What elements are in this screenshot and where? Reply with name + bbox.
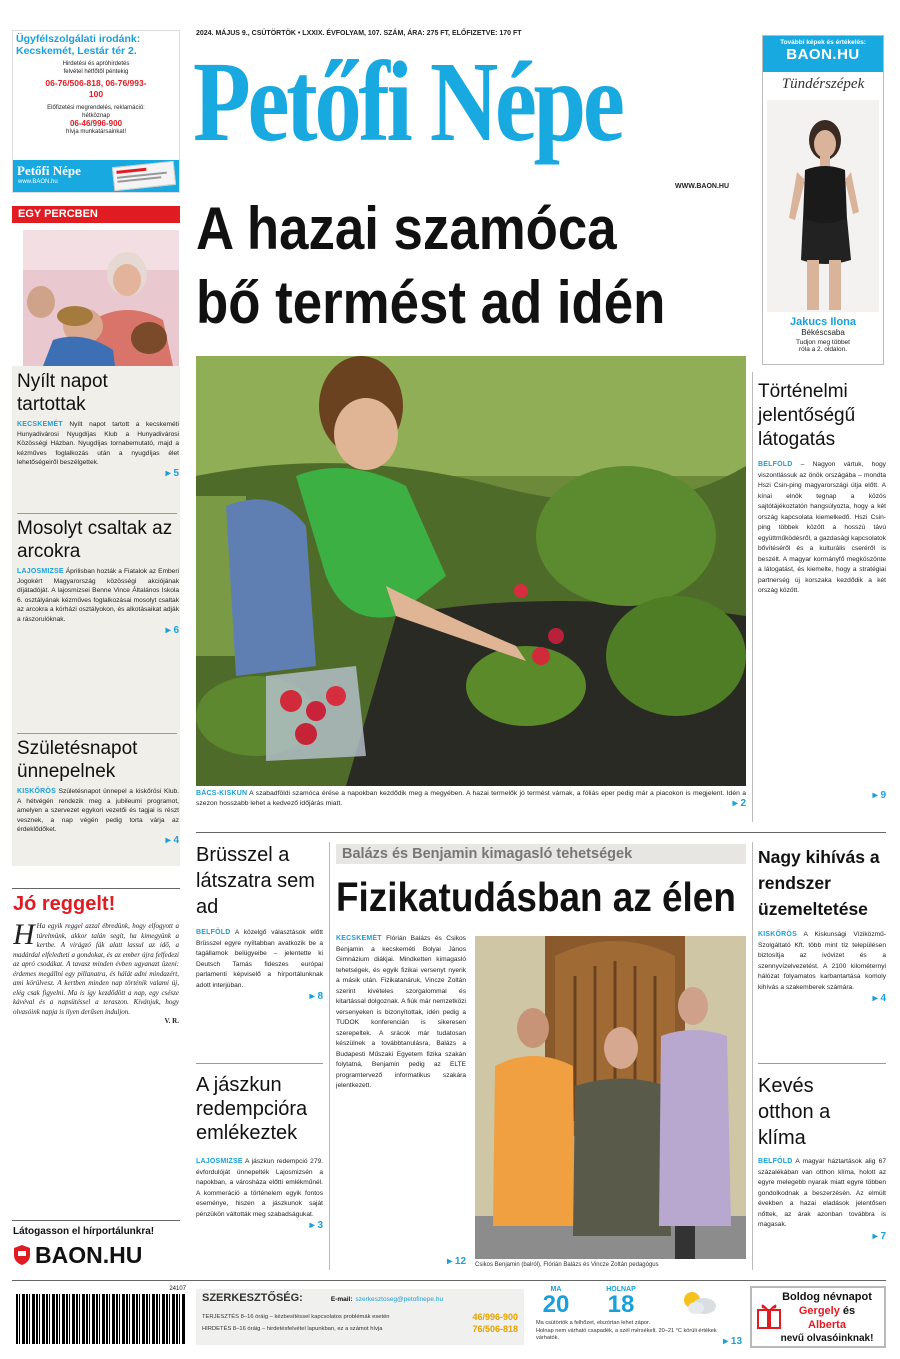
brief-3-title: Születésnapot ünnepelnek <box>17 738 138 782</box>
brief-1 <box>17 370 179 479</box>
story-ac-tag: BELFÖLD <box>758 1158 793 1165</box>
promo-site[interactable] <box>13 1242 142 1268</box>
model-more2: róla a 2. oldalon. <box>798 346 848 353</box>
baon-note: További képek és értékelés: <box>780 39 866 46</box>
weather-text2: Holnap nem várható csapadék, a szél mérsékelt. 20–21 °C körüli értékek várhatók. <box>536 1327 717 1341</box>
story-brussels <box>196 842 323 1002</box>
promo-site-label: BAON.HU <box>35 1241 143 1268</box>
feature-caption: Csikos Benjamin (balról), Flórián Balázs és Vincze Zoltán pedagógus <box>475 1262 659 1268</box>
story-ac-text: A magyar háztartások alig 67 százalékában van otthon klíma, holott az egyre melegebb nyarak miatt egyre többen gondolkodnak a beszerzésén. Az elmúlt években a hazai eladások jelentősen nőttek, az árak azonban továbbra is magasak. <box>758 1158 886 1228</box>
story-water-title: Nagy kihívás a rendszer üzemeltetése <box>758 847 880 919</box>
weather-ref[interactable]: ▸ 13 <box>723 1336 742 1347</box>
story-ac-title: Kevés otthon a klíma <box>758 1075 831 1149</box>
model-more1: Tudjon meg többet <box>796 339 850 346</box>
feature-tag: KECSKEMÉT <box>336 935 382 942</box>
story-jaszkun-tag: LAJOSMIZSE <box>196 1158 243 1165</box>
office-logo: Petőfi Népe <box>17 163 81 178</box>
weather-today-temp: 20 <box>542 1291 570 1318</box>
brief-3 <box>17 737 179 846</box>
barcode-number: 24107 <box>169 1286 186 1292</box>
editorial-box <box>196 1289 524 1345</box>
brief-2-ref[interactable]: ▸ 6 <box>165 624 179 636</box>
story-brussels-text: A közelgő választások előtt Brüsszel egyre nyíltabban avatkozik be a tagállamok belügyeibe – jelentette ki Deutsch Tamás fideszes európai parlamenti képviselő a hírportálunknak adott interjúban. <box>196 929 324 989</box>
weather-box <box>532 1286 744 1348</box>
lead-caption-text: A szabadföldi szamóca érése a napokban kezdődik meg a megyében. A hazai termelők jó termést várnak, a fóliás eper pedig már a piacokon is megjelent. Idén a szezon hosszabb lehet a kedvező időjárás miatt. <box>196 790 747 807</box>
brief-2 <box>17 517 179 636</box>
brief-2-text: Áprilisban hozták a Fiatalok az Emberi Jogokért Magyarország közösségi akciójának díjátadóját. A lajosmizsei Benne Vince Általános Iskola 6. osztályának kézműves foglalkozásai mosolyt csaltak az arcokra a kórházi osztályokon, és alkotásaikat adják a rászorulóknak. <box>17 568 179 623</box>
brief-1-text: Nyílt napot tartott a kecskeméti Hunyadivárosi Nyugdíjas Klub a Hunyadivárosi Közösségi Házban. Nyugdíjas tornabemutató, majd a kézműves foglalkozás után a nyugdíjas élet lehetőségeiről beszélgettek. <box>17 421 179 467</box>
nameday-box <box>750 1286 886 1348</box>
office-box <box>12 30 180 193</box>
lead-tag: BÁCS-KISKUN <box>196 790 248 797</box>
brief-3-tag: KISKŐRÖS <box>17 788 56 795</box>
office-line1: Hirdetési és apróhirdetés <box>62 61 130 67</box>
nameday-post: nevű olvasóinknak! <box>780 1333 874 1344</box>
morning-column: H Ha egyik reggel azzal ébredünk, hogy elfogyott a türelmünk, akkor talán segít, ha kimegyünk a kertbe. A virágzó fák alatt lassul az idő, a madárdal elfeledteti a gondokat, és az ember újra felfedezi az apró csodákat. A tavasz minden évben ugyanazt üzeni: érdemes megállni egy pillanatra, és hálát adni mindazért, ami körülvesz. A kertben minden nap történik valami új, elég csak figyelni. Ma is így kezdődött a nap, egy csésze kávéval és a napsütéssel a teraszon. Kívánjuk, hogy olvasóink napja is ilyen derűsen induljon. V. R. <box>13 922 179 1025</box>
office-line3: Előfizetési megrendelés, reklamáció: <box>47 105 145 111</box>
story-brussels-ref[interactable]: ▸ 8 <box>309 991 323 1002</box>
office-logo-strip <box>13 160 179 192</box>
story-visit-text: – Nagyon vártuk, hogy viszontlássuk az önök országába – mondta Hszi Csin-ping magyarországi útja előtt. A kínai elnök tegnap a közös sajtótájékoztatón hangsúlyozta, hogy a két ország kapcsolata kiemelkedő. Hszi Csin-ping többek között a hosszú távú együttműködésről, a gazdasági kapcsolatok bővítéséről és a kulturális cseréről is beszélt. A magyar kormányfő megköszönte a látogatást, és kiemelte, hogy a stratégiai partnerség új korszaka kezdődik a két ország között. <box>758 461 886 594</box>
masthead-title: Petőfi Népe <box>193 38 622 165</box>
students-photo <box>475 936 746 1259</box>
baon-label[interactable]: BAON.HU <box>786 46 860 63</box>
brief-3-ref[interactable]: ▸ 4 <box>165 834 179 846</box>
office-line5: hívja munkatársainkat! <box>65 129 127 135</box>
model-city: Békéscsaba <box>801 328 845 337</box>
brief-2-title: Mosolyt csaltak az arcokra <box>17 518 173 562</box>
story-visit-ref[interactable]: ▸ 9 <box>872 790 886 801</box>
story-jaszkun-text: A jászkun redempció 279. évfordulóját ünnepelték Lajosmizsén a napokban, a városháza előtti emlékműnél. A kommeráció a történelem egyik fontos eseménye, hiszen a jászkunok saját pénzükön váltották meg szabadságukat. <box>196 1158 323 1218</box>
lead-ref[interactable]: ▸ 2 <box>732 798 746 809</box>
story-water-text: A Kiskunsági Víziközmű-Szolgáltató Kft. több mint tíz településen biztosítja az ivóvizet és a szennyvízelvezetést. A 2100 kilométernyi hálózat folyamatos karbantartása komoly kihívás a szakemberek számára. <box>758 931 886 991</box>
office-line2: felvétel hétfőtől péntekig <box>63 69 129 75</box>
office-address: Kecskemét, Lestár tér 2. <box>16 45 137 57</box>
barcode <box>12 1286 190 1354</box>
nameday-name1: Gergely <box>798 1305 840 1317</box>
lead-caption <box>196 789 746 809</box>
lead-headline-1: A hazai szamóca <box>196 195 617 262</box>
brief-2-tag: LAJOSMIZSE <box>17 568 64 575</box>
office-heading: Ügyfélszolgálati irodánk: <box>16 33 141 45</box>
email-label: E-mail: <box>330 1296 353 1303</box>
brief-3-text: Születésnapot ünnepel a kiskőrösi Klub. A hétvégén rendezik meg a jubileumi programot, amelyen a szervezet egykori vezetői és tagjai is részt vesznek, a nap végén pedig torta várja az érdeklődőket. <box>17 788 179 834</box>
story-jaszkun-title: A jászkun redempcióra emlékeztek <box>196 1074 308 1144</box>
nameday-pre: Boldog névnapot <box>782 1291 872 1303</box>
story-water <box>758 844 886 1004</box>
nameday-and: és <box>842 1305 856 1317</box>
feature-kicker: Balázs és Benjamin kimagasló tehetségek <box>336 844 746 864</box>
seniors-photo <box>23 230 179 366</box>
story-brussels-tag: BELFÖLD <box>196 929 231 936</box>
brief-1-tag: KECSKEMÉT <box>17 421 63 428</box>
sun-cloud-icon <box>678 1288 718 1316</box>
office-phones: 06-76/506-818, 06-76/993-100 <box>45 78 147 99</box>
shield-icon <box>13 1244 31 1266</box>
gallery-title: Tündérszépek <box>781 76 865 92</box>
story-brussels-title: Brüsszel a látszatra sem ad <box>196 844 315 918</box>
office-line4: hétköznap <box>82 113 110 119</box>
office-phone2: 06-46/996-900 <box>69 119 123 128</box>
strawberry-photo <box>196 356 746 786</box>
weather-tomorrow-temp: 18 <box>607 1291 635 1318</box>
feature-title: Fizikatudásban az élen <box>336 874 736 920</box>
footer-line1: TERJESZTÉS 8–16 óráig – kézbesítéssel kapcsolatos problémák esetén <box>202 1314 390 1320</box>
story-water-tag: KISKŐRÖS <box>758 931 797 938</box>
model-photo <box>767 100 879 312</box>
story-ac <box>758 1073 886 1242</box>
model-name: Jakucs Ilona <box>789 316 857 328</box>
story-ac-ref[interactable]: ▸ 7 <box>872 1230 886 1242</box>
office-logo-sub: www.BAON.hu <box>18 179 58 185</box>
footer-phone2: 76/506-818 <box>472 1324 518 1334</box>
story-water-ref[interactable]: ▸ 4 <box>872 993 886 1004</box>
brief-1-title: Nyílt napot tartottak <box>17 371 108 415</box>
story-visit-tag: BELFÖLD <box>758 461 793 468</box>
feature-ref[interactable]: ▸ 12 <box>447 1256 466 1267</box>
story-visit <box>758 380 886 801</box>
weather-today-label: MA <box>550 1286 562 1293</box>
feature-body <box>336 934 466 1267</box>
weather-tomorrow-label: HOLNAP <box>606 1286 636 1293</box>
nameday-name2: Alberta <box>808 1319 846 1331</box>
barcode-bars <box>16 1294 186 1344</box>
footer-line2: HIRDETÉS 8–16 óráig – hirdetésfelvétel lapunkban, ez a számot hívja <box>202 1326 383 1332</box>
weather-text1: Ma csütörtök a felhőzet, elszórtan lehet zápor. <box>536 1320 651 1326</box>
egy-percben-header: EGY PERCBEN <box>12 206 180 223</box>
footer-phone1: 46/996-900 <box>472 1312 518 1322</box>
website: WWW.BAON.HU <box>675 183 730 190</box>
morning-text: Ha egyik reggel azzal ébredünk, hogy elfogyott a türelmünk, akkor talán segít, ha kimegyünk a kertbe. A virágzó fák alatt lassul az idő, a madárdal elfeledteti a gondokat, és az ember újra felfedezi az apró csodákat. A tavasz minden évben ugyanazt üzeni: érdemes megállni egy pillanatra, és hálát adni mindazért, ami körülvesz. A kertben minden nap történik valami új, elég csak figyelni. Ma is így kezdődött a nap, egy csésze kávéval és a napsütéssel a teraszon. Kívánjuk, hogy olvasóink napja is ilyen derűsen induljon. <box>13 922 179 1016</box>
morning-title: Jó reggelt! <box>13 893 116 915</box>
gallery-promo <box>762 35 884 365</box>
lead-headline-2: bő termést ad idén <box>196 269 666 336</box>
story-visit-title: Történelmi jelentőségű látogatás <box>758 381 856 450</box>
promo-text: Látogasson el hírportálunkra! <box>13 1226 155 1237</box>
email-value[interactable]: szerkesztoseg@petofinepe.hu <box>355 1296 444 1303</box>
newspaper-icon <box>112 161 176 191</box>
morning-author: V. R. <box>164 1017 179 1025</box>
feature-text: Flórián Balázs és Csikos Benjamin a kecskeméti Bolyai János Gimnázium diákjai. Mindketten kimagasló tehetségek, és egyik fizikai versenyt nyerik a másik után. Fizikatanáruk, Vincze Zoltán szerint kivételes szorgalommal és kitartással dolgoznak. A fiúk már nemzetközi versenyeken is bizonyítottak, idén pedig a TUDOK konferencián is sikeresen szerepeltek. A srácok már tudatosan készülnek a továbbtanulásra, Balázs a Budapesti Műszaki Egyetem fizika szakán folytatná, Benjamin pedig az ELTE programtervező informatikus szakára jelentkezett. <box>336 935 466 1089</box>
story-jaszkun-ref[interactable]: ▸ 3 <box>309 1220 323 1231</box>
dateline: 2024. MÁJUS 9., CSÜTÖRTÖK • LXXIX. ÉVFOLYAM, 107. SZÁM, ÁRA: 275 FT, ELŐFIZETVE: 170 FT <box>196 30 522 37</box>
brief-1-ref[interactable]: ▸ 5 <box>165 467 179 479</box>
story-jaszkun <box>196 1073 323 1231</box>
editorial-label: SZERKESZTŐSÉG: <box>202 1292 303 1304</box>
